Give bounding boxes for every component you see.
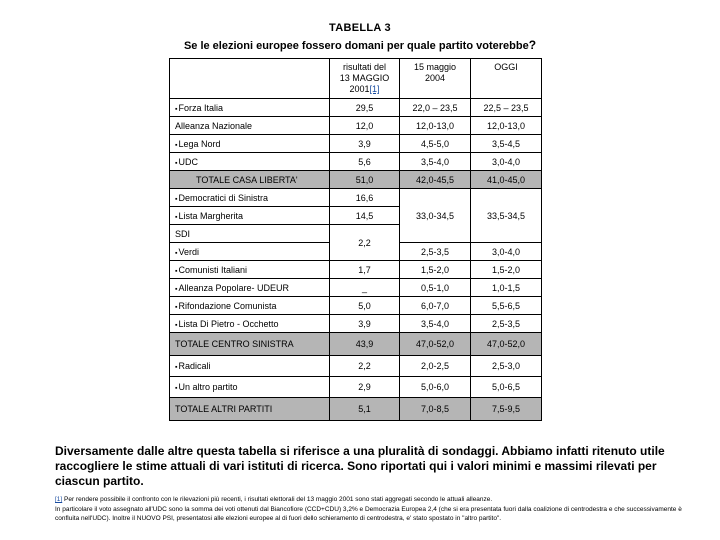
table-row — [170, 117, 542, 135]
value-oggi: 2,5-3,0 — [471, 356, 542, 377]
value-2004: 22,0 – 23,5 — [400, 99, 471, 117]
value-oggi: 12,0-13,0 — [471, 117, 542, 135]
value-oggi: 2,5-3,5 — [471, 315, 542, 333]
total-row-altri-partiti — [170, 398, 542, 421]
value-oggi: 3,5-4,5 — [471, 135, 542, 153]
value-2004: 2,5-3,5 — [400, 243, 471, 261]
value-2001: 5,0 — [330, 297, 400, 315]
party-name: ▪Comunisti Italiani — [170, 261, 330, 279]
value-2004: 2,0-2,5 — [400, 356, 471, 377]
header-2001: risultati del 13 MAGGIO 2001[1] — [330, 59, 400, 99]
table-row — [170, 99, 542, 117]
table-row — [170, 135, 542, 153]
value-2004: 0,5-1,0 — [400, 279, 471, 297]
value-2001: 5,1 — [330, 398, 400, 421]
value-oggi: 7,5-9,5 — [471, 398, 542, 421]
party-name: ▪Verdi — [170, 243, 330, 261]
total-label: TOTALE ALTRI PARTITI — [170, 398, 330, 421]
subtitle-text: Se le elezioni europee fossero domani per quale partito voterebbe — [183, 40, 529, 52]
value-oggi: 5,0-6,5 — [471, 377, 542, 398]
header-2004: 15 maggio 2004 — [400, 59, 471, 99]
table-title: TABELLA 3 — [329, 22, 391, 34]
party-name: ▪Radicali — [170, 356, 330, 377]
value-2004: 12,0-13,0 — [400, 117, 471, 135]
value-oggi: 41,0-45,0 — [471, 171, 542, 189]
value-2001: 1,7 — [330, 261, 400, 279]
party-name: ▪Democratici di Sinistra — [170, 189, 330, 207]
value-2004: 47,0-52,0 — [400, 333, 471, 356]
value-oggi-ulivo: 33,5-34,5 — [471, 189, 542, 243]
value-oggi: 3,0-4,0 — [471, 243, 542, 261]
table-row — [170, 356, 542, 377]
value-2001: 29,5 — [330, 99, 400, 117]
value-2001: 14,5 — [330, 207, 400, 225]
header-blank — [170, 59, 330, 99]
table-row — [170, 377, 542, 398]
header-oggi: OGGI — [471, 59, 542, 99]
value-2001: 2,2 — [330, 356, 400, 377]
party-name: ▪Rifondazione Comunista — [170, 297, 330, 315]
value-2001: 16,6 — [330, 189, 400, 207]
table-row — [170, 315, 542, 333]
value-2001-sdi-verdi: 2,2 — [330, 225, 400, 261]
footnote-link[interactable]: [1] — [369, 84, 380, 94]
footnote — [55, 495, 685, 524]
party-name: ▪Un altro partito — [170, 377, 330, 398]
party-name: ▪Alleanza Popolare- UDEUR — [170, 279, 330, 297]
value-2004: 42,0-45,5 — [400, 171, 471, 189]
table-row — [170, 153, 542, 171]
value-2004: 5,0-6,0 — [400, 377, 471, 398]
header-row — [170, 59, 542, 99]
total-row-centro-sinistra — [170, 333, 542, 356]
footnote-line-1: [1] Per rendere possibile il confronto con le rilevazioni più recenti, i risultati elettorali del 13 maggio 2001 sono stati aggregati secondo le attuali alleanze. — [55, 496, 493, 503]
value-2001: 2,9 — [330, 377, 400, 398]
value-2004: 6,0-7,0 — [400, 297, 471, 315]
party-name: ▪Forza Italia — [170, 99, 330, 117]
total-label: TOTALE CASA LIBERTA' — [170, 171, 330, 189]
total-row-casa-liberta — [170, 171, 542, 189]
value-oggi: 1,0-1,5 — [471, 279, 542, 297]
value-2004: 3,5-4,0 — [400, 153, 471, 171]
value-2001: 43,9 — [330, 333, 400, 356]
value-2001: 12,0 — [330, 117, 400, 135]
footnote-line-2: In particolare il voto assegnato all'UDC sono la somma dei voti ottenuti dal Biancofiore (CCD+CDU) 3,2% e Democrazia Europea 2,4 (che si era presentata fuori dalla coalizione di centrodestra e che successivamente è confluita nell'UDC). Inoltre il NUOVO PSI, presentatosi alle elezioni europee al di fuori dello schieramento di centrodestra, e' stato spostato in "altro partito". — [55, 505, 682, 522]
value-2004-ulivo: 33,0-34,5 — [400, 189, 471, 243]
value-2001: 3,9 — [330, 315, 400, 333]
party-name: ▪Lega Nord — [170, 135, 330, 153]
value-2004: 1,5-2,0 — [400, 261, 471, 279]
value-oggi: 5,5-6,5 — [471, 297, 542, 315]
party-name: ▪Lista Margherita — [170, 207, 330, 225]
table-row — [170, 279, 542, 297]
party-name: ▪Lista Di Pietro - Occhetto — [170, 315, 330, 333]
subtitle-question-mark: ? — [528, 38, 537, 52]
value-oggi: 22,5 – 23,5 — [471, 99, 542, 117]
table-subtitle — [0, 38, 720, 52]
value-2004: 3,5-4,0 — [400, 315, 471, 333]
value-oggi: 1,5-2,0 — [471, 261, 542, 279]
table-row — [170, 261, 542, 279]
value-oggi: 47,0-52,0 — [471, 333, 542, 356]
value-oggi: 3,0-4,0 — [471, 153, 542, 171]
total-label: TOTALE CENTRO SINISTRA — [170, 333, 330, 356]
value-2004: 7,0-8,5 — [400, 398, 471, 421]
party-name: ▪UDC — [170, 153, 330, 171]
value-2001: 5,6 — [330, 153, 400, 171]
party-name: Alleanza Nazionale — [170, 117, 330, 135]
value-2004: 4,5-5,0 — [400, 135, 471, 153]
value-2001: _ — [330, 279, 400, 297]
value-2001: 51,0 — [330, 171, 400, 189]
table-row — [170, 297, 542, 315]
value-2001: 3,9 — [330, 135, 400, 153]
party-name: SDI — [170, 225, 330, 243]
table-row — [170, 189, 542, 207]
poll-table — [169, 58, 542, 421]
footnote-anchor[interactable]: [1] — [55, 496, 63, 503]
description-paragraph: Diversamente dalle altre questa tabella si riferisce a una pluralità di sondaggi. Abbiamo infatti ritenuto utile raccogliere le stime attuali di vari istituti di ricerca. Sono riportati qui i valori minimi e massimi rilevati per ciascun partito. — [55, 444, 665, 488]
